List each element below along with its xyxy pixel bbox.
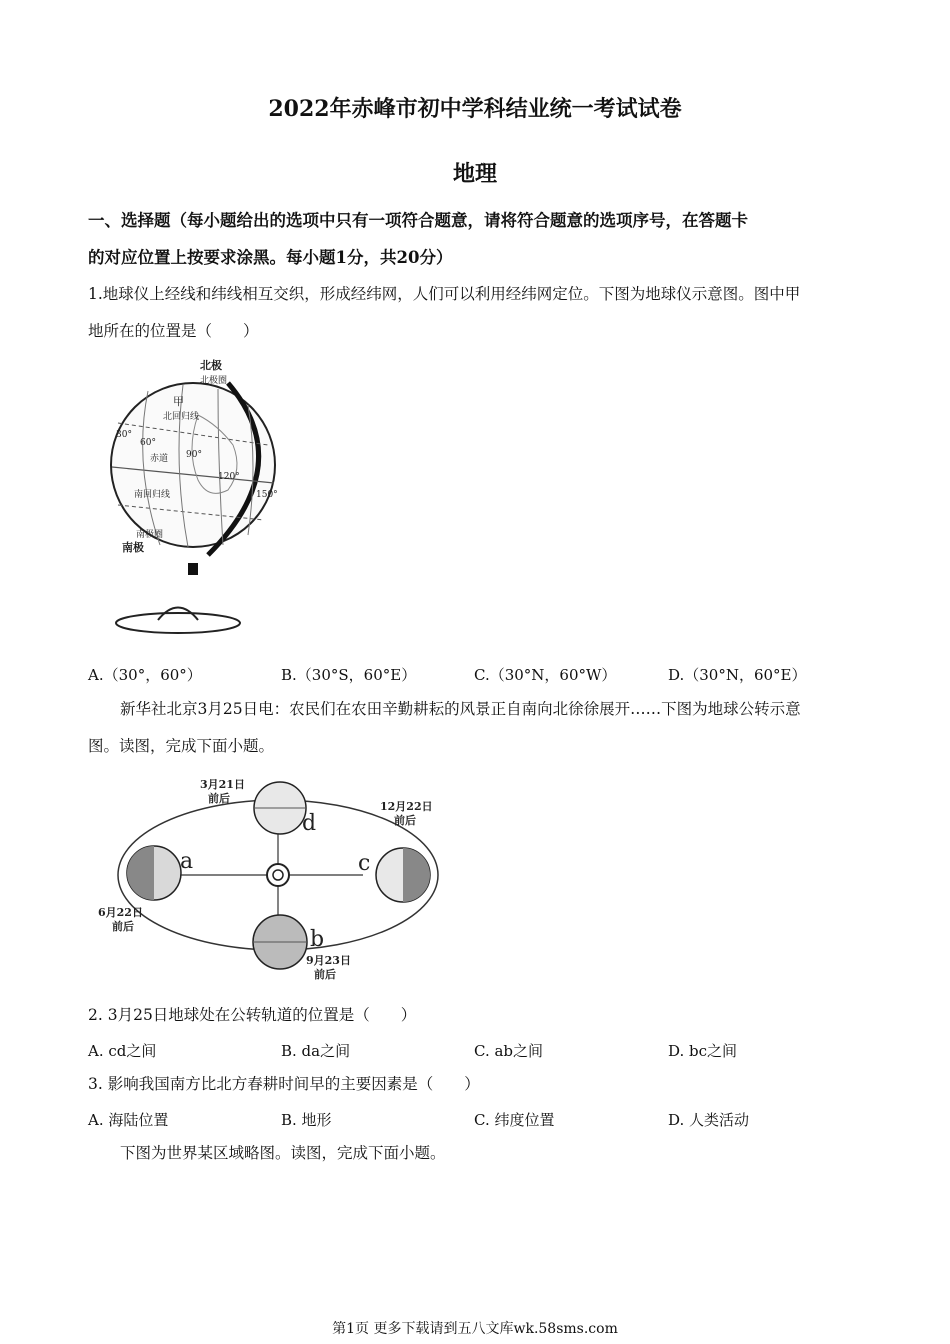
orbit-label-d: d — [302, 811, 317, 836]
globe-tropic-south-label: 南回归线 — [134, 490, 171, 500]
globe-antarctic-circle-label: 南极圈 — [136, 530, 164, 540]
q2-stem: 2. 3月25日地球处在公转轨道的位置是（ ） — [88, 1006, 417, 1024]
q2-option-b: B. da之间 — [281, 1042, 351, 1060]
orbit-a-date-label: 6月22日 — [98, 906, 143, 919]
page-footer: 第1页 更多下载请到五八文库wk.58sms.com — [332, 1321, 618, 1337]
q1-option-a: A.（30°，60°） — [88, 666, 202, 684]
globe-point-jia-label: 甲 — [173, 395, 184, 408]
q3-option-a: A. 海陆位置 — [88, 1111, 169, 1129]
q3-option-d: D. 人类活动 — [668, 1111, 750, 1129]
q3-stem: 3. 影响我国南方比北方春耕时间早的主要因素是（ ） — [88, 1075, 480, 1093]
q1-stem-line2: 地所在的位置是（ ） — [88, 322, 259, 340]
exam-title: 2022年赤峰市初中学科结业统一考试试卷 — [268, 96, 682, 122]
orbit-label-b: b — [310, 927, 325, 952]
globe-lon60-label: 60° — [140, 438, 156, 448]
orbit-label-c: c — [358, 851, 371, 876]
globe-figure — [88, 355, 308, 635]
globe-lat30-label: 30° — [116, 430, 132, 440]
globe-equator-label: 赤道 — [150, 454, 169, 464]
q1-option-d: D.（30°N，60°E） — [668, 666, 807, 684]
globe-south-pole-label: 南极 — [122, 541, 144, 554]
intro2-line1: 新华社北京3月25日电：农民们在农田辛勤耕耘的风景正自南向北徐徐展开……下图为地球公转示意 — [120, 700, 801, 718]
q2-option-d: D. bc之间 — [668, 1042, 738, 1060]
q1-stem-line1: 1.地球仪上经线和纬线相互交织，形成经纬网，人们可以利用经纬网定位。下图为地球仪示意图。图中甲 — [88, 285, 801, 303]
subject-title: 地理 — [452, 161, 497, 187]
globe-lon90-label: 90° — [186, 450, 202, 460]
orbit-d-date-label: 3月21日 — [200, 778, 245, 791]
intro3: 下图为世界某区域略图。读图，完成下面小题。 — [120, 1144, 446, 1162]
q1-option-c: C.（30°N，60°W） — [474, 666, 617, 684]
globe-north-pole-label: 北极 — [200, 359, 222, 372]
section-heading-line1: 一、选择题（每小题给出的选项中只有一项符合题意，请将符合题意的选项序号，在答题卡 — [88, 211, 748, 230]
orbit-b-sub-label: 前后 — [314, 968, 336, 981]
section-heading-line2: 的对应位置上按要求涂黑。每小题1分，共20分） — [88, 248, 453, 267]
orbit-a-sub-label: 前后 — [112, 920, 134, 933]
orbit-figure — [88, 770, 468, 985]
q2-option-c: C. ab之间 — [474, 1042, 544, 1060]
orbit-c-sub-label: 前后 — [394, 814, 416, 827]
orbit-c-date-label: 12月22日 — [380, 800, 433, 813]
q2-option-a: A. cd之间 — [88, 1042, 157, 1060]
globe-lon120-label: 120° — [218, 472, 240, 482]
orbit-b-date-label: 9月23日 — [306, 954, 351, 967]
globe-lon150-label: 150° — [256, 490, 278, 500]
q3-option-c: C. 纬度位置 — [474, 1111, 555, 1129]
globe-tropic-north-label: 北回归线 — [163, 412, 200, 422]
q3-option-b: B. 地形 — [281, 1111, 332, 1129]
orbit-label-a: a — [180, 849, 194, 874]
intro2-line2: 图。读图，完成下面小题。 — [88, 737, 275, 755]
orbit-d-sub-label: 前后 — [208, 792, 230, 805]
globe-arctic-circle-label: 北极圈 — [200, 376, 228, 386]
q1-option-b: B.（30°S，60°E） — [281, 666, 417, 684]
